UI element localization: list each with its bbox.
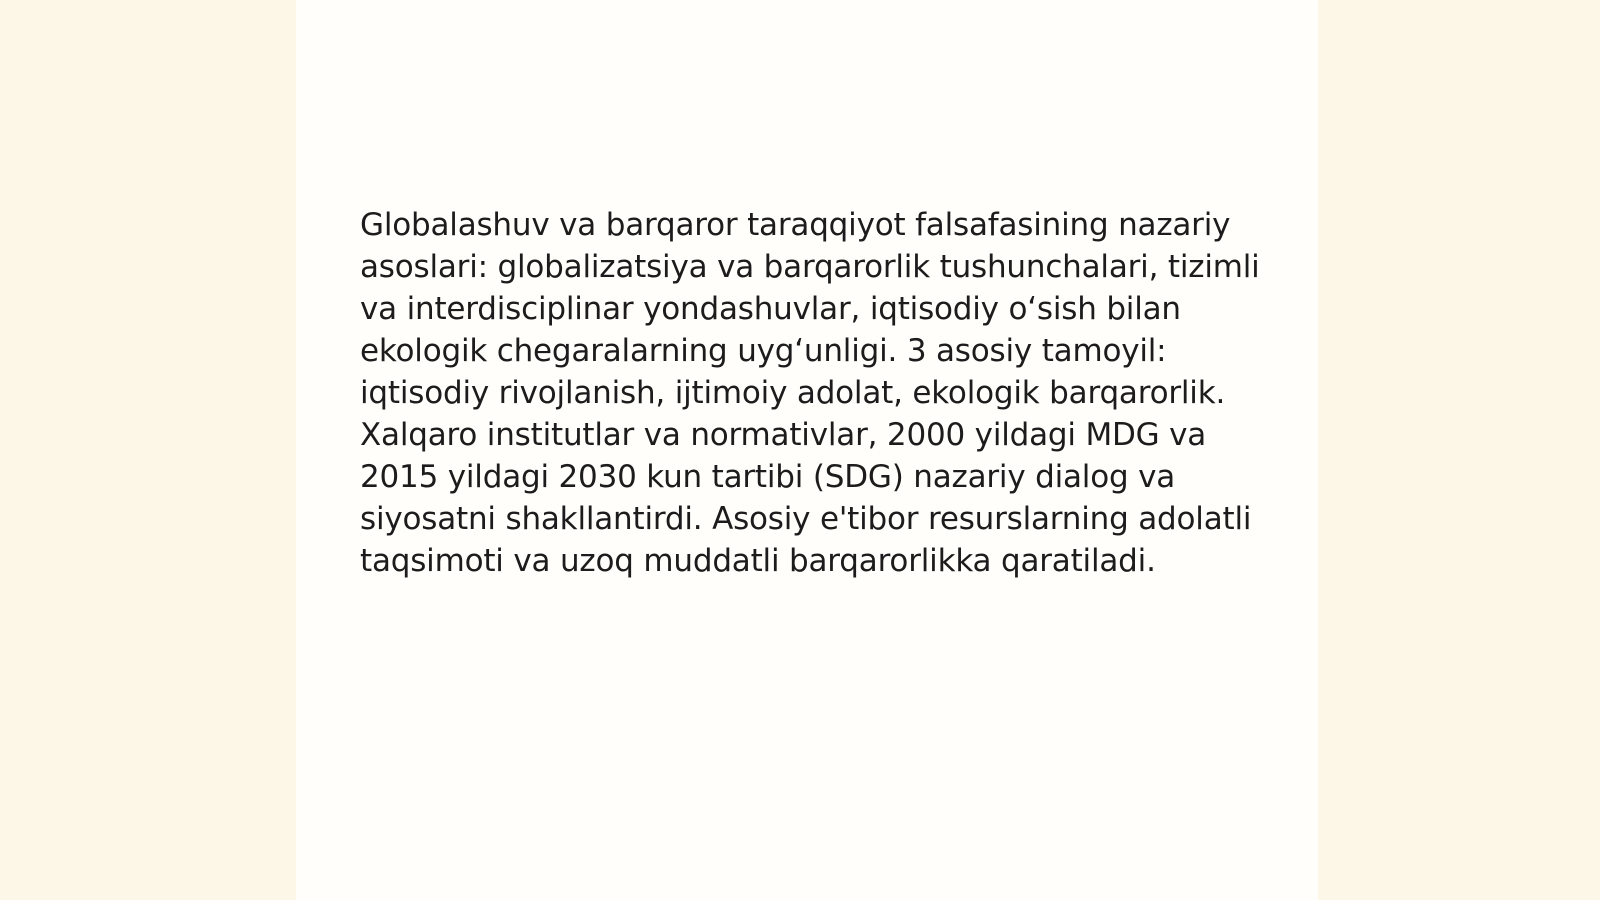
right-margin bbox=[1318, 0, 1600, 900]
slide-body-text: Globalashuv va barqaror taraqqiyot falsafasining nazariy asoslari: globalizatsiya va barqarorlik tushunchalari, tizimli va interdisciplinar yondashuvlar, iqtisodiy o‘sish bilan ekologik chegaralarning uyg‘unligi. 3 asosiy tamoyil: iqtisodiy rivojlanish, ijtimoiy adolat, ekologik barqarorlik. Xalqaro institutlar va normativlar, 2000 yildagi MDG va 2015 yildagi 2030 kun tartibi (SDG) nazariy dialog va siyosatni shakllantirdi. Asosiy e'tibor resurslarning adolatli taqsimoti va uzoq muddatli barqarorlikka qaratiladi. bbox=[360, 207, 1260, 579]
slide-canvas bbox=[296, 0, 1318, 900]
left-margin bbox=[0, 0, 296, 900]
